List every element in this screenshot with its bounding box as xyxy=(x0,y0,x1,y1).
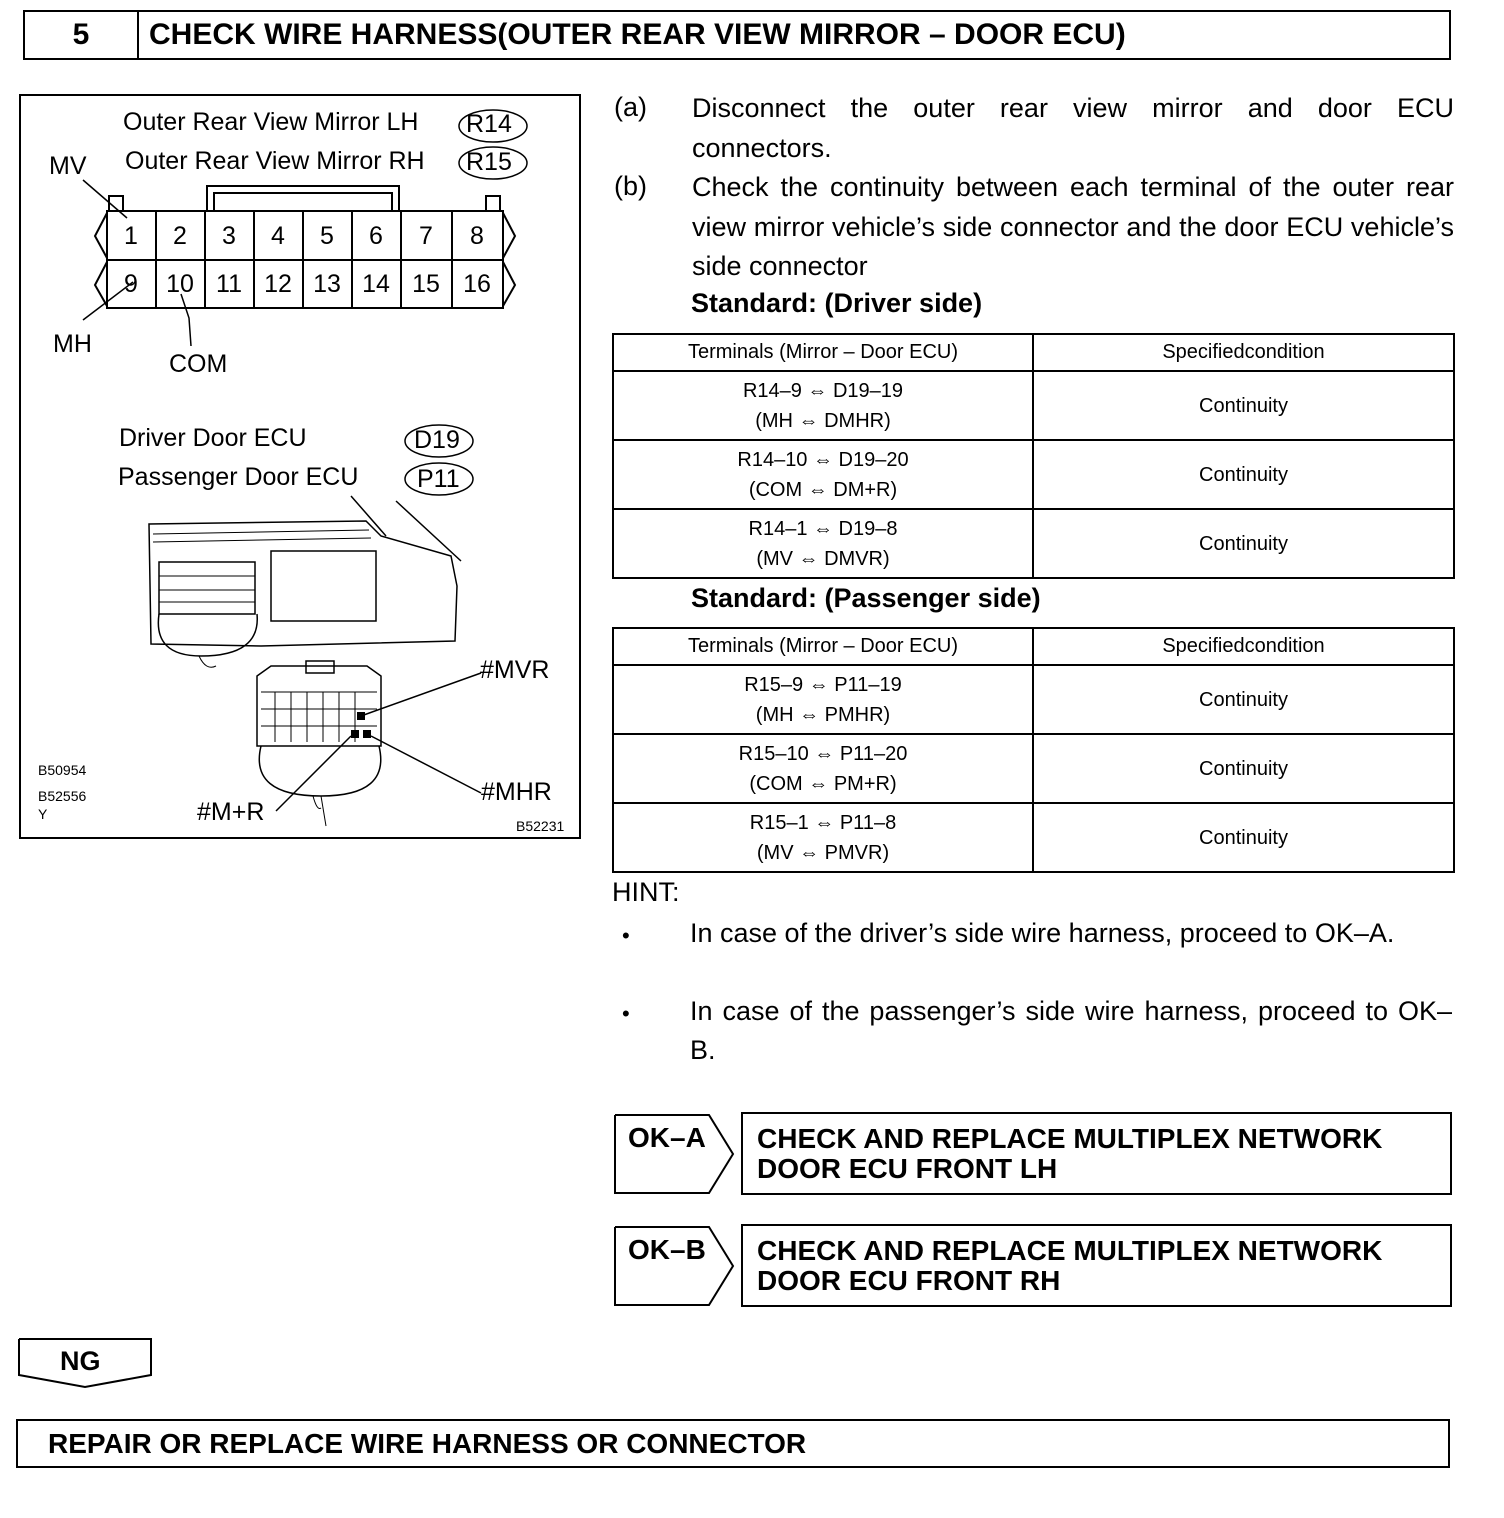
pin-12: 12 xyxy=(264,270,292,298)
driver-terminal-pair: R14–1 ⇔ D19–8 xyxy=(748,517,898,540)
passenger-terminal-pair: R15–1 ⇔ P11–8 xyxy=(749,811,897,834)
passenger-condition-cell: Continuity xyxy=(1033,734,1454,803)
instruction-b-text: Check the continuity between each terminal of the outer rear view mirror vehicle’s side connector and the door ECU vehicle’s side connector xyxy=(692,172,1454,281)
pin-9: 9 xyxy=(124,270,138,298)
driver-standard-heading: Standard: (Driver side) xyxy=(691,288,983,318)
passenger-row xyxy=(613,665,1454,734)
pin-15: 15 xyxy=(412,270,440,298)
ok-b-action-line2: DOOR ECU FRONT RH xyxy=(757,1265,1061,1296)
mh-label: MH xyxy=(53,330,92,358)
step-title: CHECK WIRE HARNESS(OUTER REAR VIEW MIRROR – DOOR ECU) xyxy=(149,18,1126,51)
driver-row xyxy=(613,509,1454,578)
driver-condition-cell: Continuity xyxy=(1033,509,1454,578)
driver-terminal-cell xyxy=(613,440,1033,509)
instruction-a-text: Disconnect the outer rear view mirror and door ECU connectors. xyxy=(692,93,1454,163)
instruction-b-letter: (b) xyxy=(614,171,647,201)
passenger-terminal-cell xyxy=(613,803,1033,872)
driver-terminal-pair: R14–10 ⇔ D19–20 xyxy=(737,448,909,471)
pin-6: 6 xyxy=(369,222,383,250)
pin-8: 8 xyxy=(470,222,484,250)
passenger-signal-pair: (COM ⇔ PM+R) xyxy=(749,772,897,795)
mpr-label: #M+R xyxy=(197,798,265,826)
driver-signal-pair: (COM ⇔ DM+R) xyxy=(748,478,898,501)
driver-condition-cell: Continuity xyxy=(1033,371,1454,440)
pin-1: 1 xyxy=(124,222,138,250)
ok-a-action-box xyxy=(741,1112,1452,1195)
figure-code-2: B52556 xyxy=(38,788,87,804)
ok-b-action-box xyxy=(741,1224,1452,1307)
mirror-lh-code: R14 xyxy=(466,110,512,138)
figure-code-4: B52231 xyxy=(516,818,565,834)
mvr-label: #MVR xyxy=(480,656,550,684)
pin-5: 5 xyxy=(320,222,334,250)
hint-item-1: In case of the driver’s side wire harness, proceed to OK–A. xyxy=(690,918,1395,948)
pin-3: 3 xyxy=(222,222,236,250)
figure-code-3: Y xyxy=(38,806,48,822)
mvr-terminal-mark xyxy=(357,712,365,720)
ok-a-label: OK–A xyxy=(628,1122,706,1153)
pin-13: 13 xyxy=(313,270,341,298)
mpr-terminal-mark xyxy=(351,730,359,738)
ng-label: NG xyxy=(60,1346,101,1376)
mhr-label: #MHR xyxy=(481,778,552,806)
figure-code-1: B50954 xyxy=(38,762,87,778)
pin-4: 4 xyxy=(271,222,285,250)
passenger-ecu-code: P11 xyxy=(417,465,460,493)
mhr-terminal-mark xyxy=(363,730,371,738)
driver-row xyxy=(613,440,1454,509)
driver-terminal-cell xyxy=(613,371,1033,440)
step-header xyxy=(23,10,1451,60)
passenger-terminal-pair: R15–10 ⇔ P11–20 xyxy=(738,742,908,765)
driver-terminal-pair: R14–9 ⇔ D19–19 xyxy=(742,379,904,402)
passenger-ecu-label: Passenger Door ECU xyxy=(118,463,359,491)
passenger-col-condition: Specifiedcondition xyxy=(1033,628,1454,665)
passenger-terminal-cell xyxy=(613,665,1033,734)
mirror-rh-label: Outer Rear View Mirror RH xyxy=(125,147,425,175)
instruction-a-letter: (a) xyxy=(614,92,647,122)
passenger-standard-heading: Standard: (Passenger side) xyxy=(691,583,1041,613)
passenger-signal-pair: (MH ⇔ PMHR) xyxy=(755,703,891,726)
driver-col-terminals: Terminals (Mirror – Door ECU) xyxy=(613,334,1033,371)
passenger-row xyxy=(613,803,1454,872)
passenger-col-terminals: Terminals (Mirror – Door ECU) xyxy=(613,628,1033,665)
passenger-side-table xyxy=(612,627,1455,873)
ok-b-action-line1: CHECK AND REPLACE MULTIPLEX NETWORK xyxy=(757,1235,1383,1266)
pin-2: 2 xyxy=(173,222,187,250)
hint-bullet-1: • xyxy=(622,923,630,948)
passenger-terminal-cell xyxy=(613,734,1033,803)
hint-item-2: In case of the passenger’s side wire harness, proceed to OK–B. xyxy=(690,996,1452,1065)
pin-16: 16 xyxy=(463,270,491,298)
driver-signal-pair: (MH ⇔ DMHR) xyxy=(755,409,891,432)
driver-ecu-code: D19 xyxy=(414,426,460,454)
hint-bullet-2: • xyxy=(622,1001,630,1026)
driver-ecu-label: Driver Door ECU xyxy=(119,424,307,452)
driver-row xyxy=(613,371,1454,440)
driver-col-condition: Specifiedcondition xyxy=(1033,334,1454,371)
ok-a-action-line1: CHECK AND REPLACE MULTIPLEX NETWORK xyxy=(757,1123,1383,1154)
passenger-row xyxy=(613,734,1454,803)
driver-signal-pair: (MV ⇔ DMVR) xyxy=(756,547,890,570)
pin-7: 7 xyxy=(419,222,433,250)
ok-a-action-line2: DOOR ECU FRONT LH xyxy=(757,1153,1058,1184)
driver-terminal-cell xyxy=(613,509,1033,578)
mirror-lh-label: Outer Rear View Mirror LH xyxy=(123,108,419,136)
driver-side-table xyxy=(612,333,1455,579)
pin-10: 10 xyxy=(166,270,194,298)
step-number: 5 xyxy=(25,12,139,58)
passenger-condition-cell: Continuity xyxy=(1033,803,1454,872)
com-label: COM xyxy=(169,350,228,378)
hint-label: HINT: xyxy=(612,877,680,907)
driver-condition-cell: Continuity xyxy=(1033,440,1454,509)
connector-figure xyxy=(19,94,581,839)
ng-action-box: REPAIR OR REPLACE WIRE HARNESS OR CONNECTOR xyxy=(16,1419,1450,1468)
passenger-condition-cell: Continuity xyxy=(1033,665,1454,734)
mv-label: MV xyxy=(49,152,87,180)
mirror-rh-code: R15 xyxy=(466,148,512,176)
pin-14: 14 xyxy=(362,270,390,298)
passenger-signal-pair: (MV ⇔ PMVR) xyxy=(756,841,890,864)
passenger-terminal-pair: R15–9 ⇔ P11–19 xyxy=(744,673,902,696)
ok-b-label: OK–B xyxy=(628,1234,706,1265)
pin-11: 11 xyxy=(216,270,242,298)
